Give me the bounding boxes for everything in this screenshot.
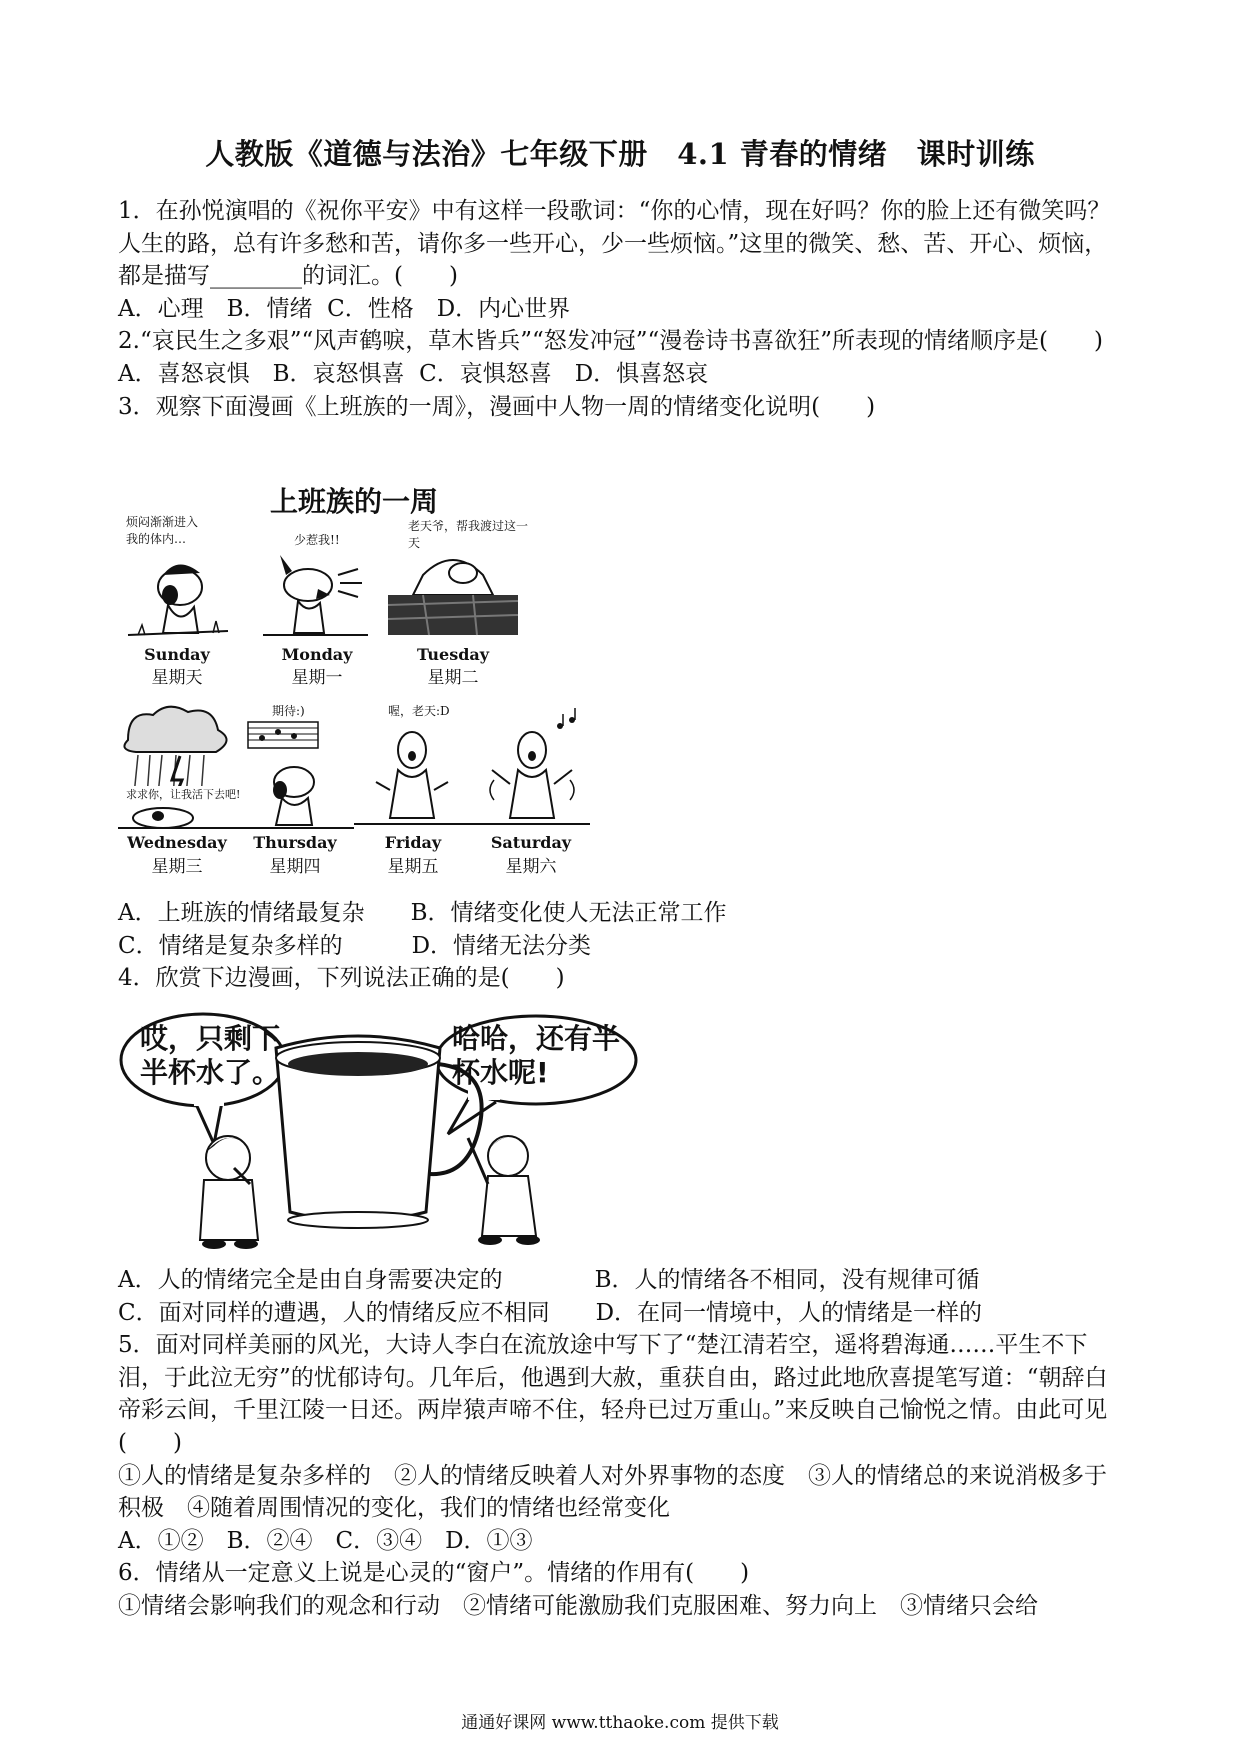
panel-tuesday: [383, 515, 529, 688]
q5-stem: 5．面对同样美丽的风光，大诗人李白在流放途中写下了“楚江清若空，遥将碧海通……平生不下泪，于此泣无穷”的忧郁诗句。几年后，他遇到大赦，重获自由，路过此地欣喜提笔写道：“朝辞白帝彩云间，千里江陵一日还。两岸猿声啼不住，轻舟已过万重山。”来反映自己愉悦之情。由此可见( ): [118, 1332, 1108, 1456]
right-speech-line-1: 哈哈，还有半: [452, 1022, 621, 1055]
sunday-bubble: 烦闷渐渐进入 我的体内…: [126, 515, 199, 546]
thursday-bubble: 期待:): [272, 704, 305, 718]
tuesday-bubble: 老天爷，帮我渡过这一天: [408, 519, 529, 550]
wednesday-bubble: 求求你，让我活下去吧!: [126, 788, 241, 801]
day-en-thursday: Thursday: [253, 833, 337, 852]
page-footer: 通通好课网 www.tthaoke.com 提供下载: [461, 1713, 779, 1733]
snoopy-wednesday-drawing: [118, 700, 236, 835]
friday-bubble: 喔，老天:D: [388, 704, 450, 718]
day-cn-sunday: 星期天: [151, 668, 203, 688]
panel-friday: [354, 700, 472, 877]
day-en-monday: Monday: [281, 645, 353, 664]
half-glass-cartoon: [118, 1008, 658, 1253]
q3-stem: 3．观察下面漫画《上班族的一周》，漫画中人物一周的情绪变化说明( ): [118, 393, 876, 420]
left-speech-line-2: 半杯水了。: [140, 1056, 281, 1089]
day-en-tuesday: Tuesday: [416, 645, 490, 664]
right-speech-line-2: 杯水呢!: [452, 1056, 549, 1089]
monday-bubble: 少惹我!!: [294, 533, 340, 547]
q2-stem: 2.“哀民生之多艰”“风声鹤唳，草木皆兵”“怒发冲冠”“漫卷诗书喜欲狂”所表现的情绪顺序是( ): [118, 328, 1103, 355]
left-boy-speech: [140, 1022, 280, 1090]
snoopy-friday-drawing: [354, 700, 472, 835]
day-cn-thursday: 星期四: [269, 857, 321, 877]
q1-stem: 1．在孙悦演唱的《祝你平安》中有这样一段歌词：“你的心情，现在好吗？你的脸上还有微笑吗？人生的路，总有许多愁和苦，请你多一些开心，少一些烦恼。”这里的微笑、愁、苦、开心、烦恼，都是描写________的词汇。( ): [118, 198, 1111, 290]
panel-sunday: [118, 515, 236, 688]
day-cn-wednesday: 星期三: [151, 857, 203, 877]
q4-stem: 4．欣赏下边漫画，下列说法正确的是( ): [118, 965, 565, 992]
right-boy-speech: [452, 1022, 620, 1090]
q4-option-row-1: A．人的情绪完全是由自身需要决定的 B．人的情绪各不相同，没有规律可循: [118, 1267, 980, 1293]
day-cn-monday: 星期一: [291, 668, 343, 688]
questions-block-1: [118, 195, 1128, 423]
page-title: 人教版《道德与法治》七年级下册 4.1 青春的情绪 课时训练: [205, 137, 1035, 171]
day-en-saturday: Saturday: [490, 833, 572, 852]
left-speech-line-1: 哎，只剩下: [140, 1022, 281, 1055]
panel-saturday: [472, 700, 590, 877]
day-cn-tuesday: 星期二: [427, 668, 479, 688]
day-en-wednesday: Wednesday: [127, 833, 227, 852]
q5-options: A．①② B．②④ C．③④ D．①③: [118, 1527, 533, 1554]
q6-statements: ①情绪会影响我们的观念和行动 ②情绪可能激励我们克服困难、努力向上 ③情绪只会给: [118, 1592, 1038, 1619]
snoopy-thursday-drawing: [236, 700, 354, 835]
q1-options: A．心理 B．情绪 C．性格 D．内心世界: [118, 295, 571, 322]
day-cn-saturday: 星期六: [505, 857, 557, 877]
panel-wednesday: [118, 700, 241, 877]
day-en-friday: Friday: [384, 833, 442, 852]
panel-thursday: [236, 700, 354, 877]
day-en-sunday: Sunday: [144, 645, 210, 664]
q5-statements: ①人的情绪是复杂多样的 ②人的情绪反映着人对外界事物的态度 ③人的情绪总的来说消极多于积极 ④随着周围情况的变化，我们的情绪也经常变化: [118, 1462, 1107, 1522]
q6-stem: 6．情绪从一定意义上说是心灵的“窗户”。情绪的作用有( ): [118, 1560, 750, 1587]
q2-options: A．喜怒哀惧 B．哀怒惧喜 C．哀惧怒喜 D．惧喜怒哀: [118, 360, 709, 387]
questions-block-2: [118, 897, 1128, 995]
q3-option-row-2: C．情绪是复杂多样的 D．情绪无法分类: [118, 932, 592, 959]
day-cn-friday: 星期五: [387, 857, 439, 877]
weekly-mood-cartoon: [118, 480, 608, 875]
questions-block-3: [118, 1264, 1128, 1623]
snoopy-saturday-drawing: [472, 700, 590, 835]
cartoon-title: 上班族的一周: [270, 485, 439, 518]
q4-option-row-2: C．面对同样的遭遇，人的情绪反应不相同 D．在同一情境中，人的情绪是一样的: [118, 1299, 983, 1326]
panel-monday: [258, 515, 376, 688]
q3-option-row-1: A．上班族的情绪最复杂 B．情绪变化使人无法正常工作: [118, 900, 727, 926]
